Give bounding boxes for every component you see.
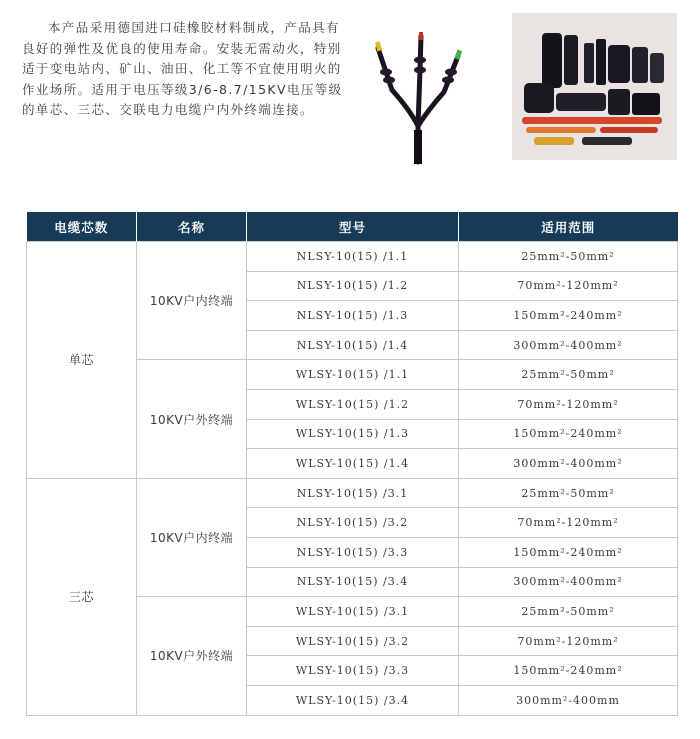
- model-cell: WLSY-10(15) /1.2: [247, 389, 459, 419]
- range-cell: 300mm²-400mm: [459, 685, 678, 715]
- range-cell: 150mm²-240mm²: [459, 301, 678, 331]
- table-header-row: [27, 212, 678, 242]
- model-cell: NLSY-10(15) /1.3: [247, 301, 459, 331]
- core-count-cell: 单芯: [27, 242, 137, 479]
- model-cell: WLSY-10(15) /3.3: [247, 656, 459, 686]
- model-cell: WLSY-10(15) /1.3: [247, 419, 459, 449]
- range-cell: 300mm²-400mm²: [459, 449, 678, 479]
- product-kit-photo: [512, 13, 677, 160]
- terminal-name-cell: 10KV户外终端: [137, 597, 247, 715]
- model-cell: NLSY-10(15) /3.3: [247, 537, 459, 567]
- table-row: [27, 242, 678, 272]
- terminal-name-cell: 10KV户外终端: [137, 360, 247, 478]
- core-count-cell: 三芯: [27, 478, 137, 715]
- model-cell: NLSY-10(15) /1.4: [247, 330, 459, 360]
- model-cell: WLSY-10(15) /1.4: [247, 449, 459, 479]
- model-cell: NLSY-10(15) /3.4: [247, 567, 459, 597]
- cable-terminal-illustration: [362, 30, 472, 165]
- range-cell: 150mm²-240mm²: [459, 419, 678, 449]
- range-cell: 25mm²-50mm²: [459, 597, 678, 627]
- range-cell: 70mm²-120mm²: [459, 508, 678, 538]
- model-cell: WLSY-10(15) /3.1: [247, 597, 459, 627]
- range-cell: 150mm²-240mm²: [459, 537, 678, 567]
- model-cell: NLSY-10(15) /1.1: [247, 242, 459, 272]
- range-cell: 70mm²-120mm²: [459, 626, 678, 656]
- table-row: [27, 478, 678, 508]
- terminal-name-cell: 10KV户内终端: [137, 242, 247, 360]
- header-name: 名称: [137, 212, 247, 242]
- header-model: 型号: [247, 212, 459, 242]
- range-cell: 300mm²-400mm²: [459, 330, 678, 360]
- range-cell: 25mm²-50mm²: [459, 242, 678, 272]
- range-cell: 70mm²-120mm²: [459, 389, 678, 419]
- header-range: 适用范围: [459, 212, 678, 242]
- model-cell: NLSY-10(15) /1.2: [247, 271, 459, 301]
- model-cell: WLSY-10(15) /1.1: [247, 360, 459, 390]
- model-cell: NLSY-10(15) /3.2: [247, 508, 459, 538]
- range-cell: 70mm²-120mm²: [459, 271, 678, 301]
- model-cell: WLSY-10(15) /3.4: [247, 685, 459, 715]
- model-cell: NLSY-10(15) /3.1: [247, 478, 459, 508]
- range-cell: 150mm²-240mm²: [459, 656, 678, 686]
- model-cell: WLSY-10(15) /3.2: [247, 626, 459, 656]
- terminal-name-cell: 10KV户内终端: [137, 478, 247, 596]
- range-cell: 25mm²-50mm²: [459, 360, 678, 390]
- range-cell: 25mm²-50mm²: [459, 478, 678, 508]
- header-core-count: 电缆芯数: [27, 212, 137, 242]
- product-spec-table: [26, 212, 678, 716]
- product-description: 本产品采用德国进口硅橡胶材料制成，产品具有良好的弹性及优良的使用寿命。安装无需动火，特别适于变电站内、矿山、油田、化工等不宜使用明火的作业场所。适用于电压等级3/6-8.7/15KV电压等级的单芯、三芯、交联电力电缆户内外终端连接。: [22, 20, 343, 117]
- range-cell: 300mm²-400mm²: [459, 567, 678, 597]
